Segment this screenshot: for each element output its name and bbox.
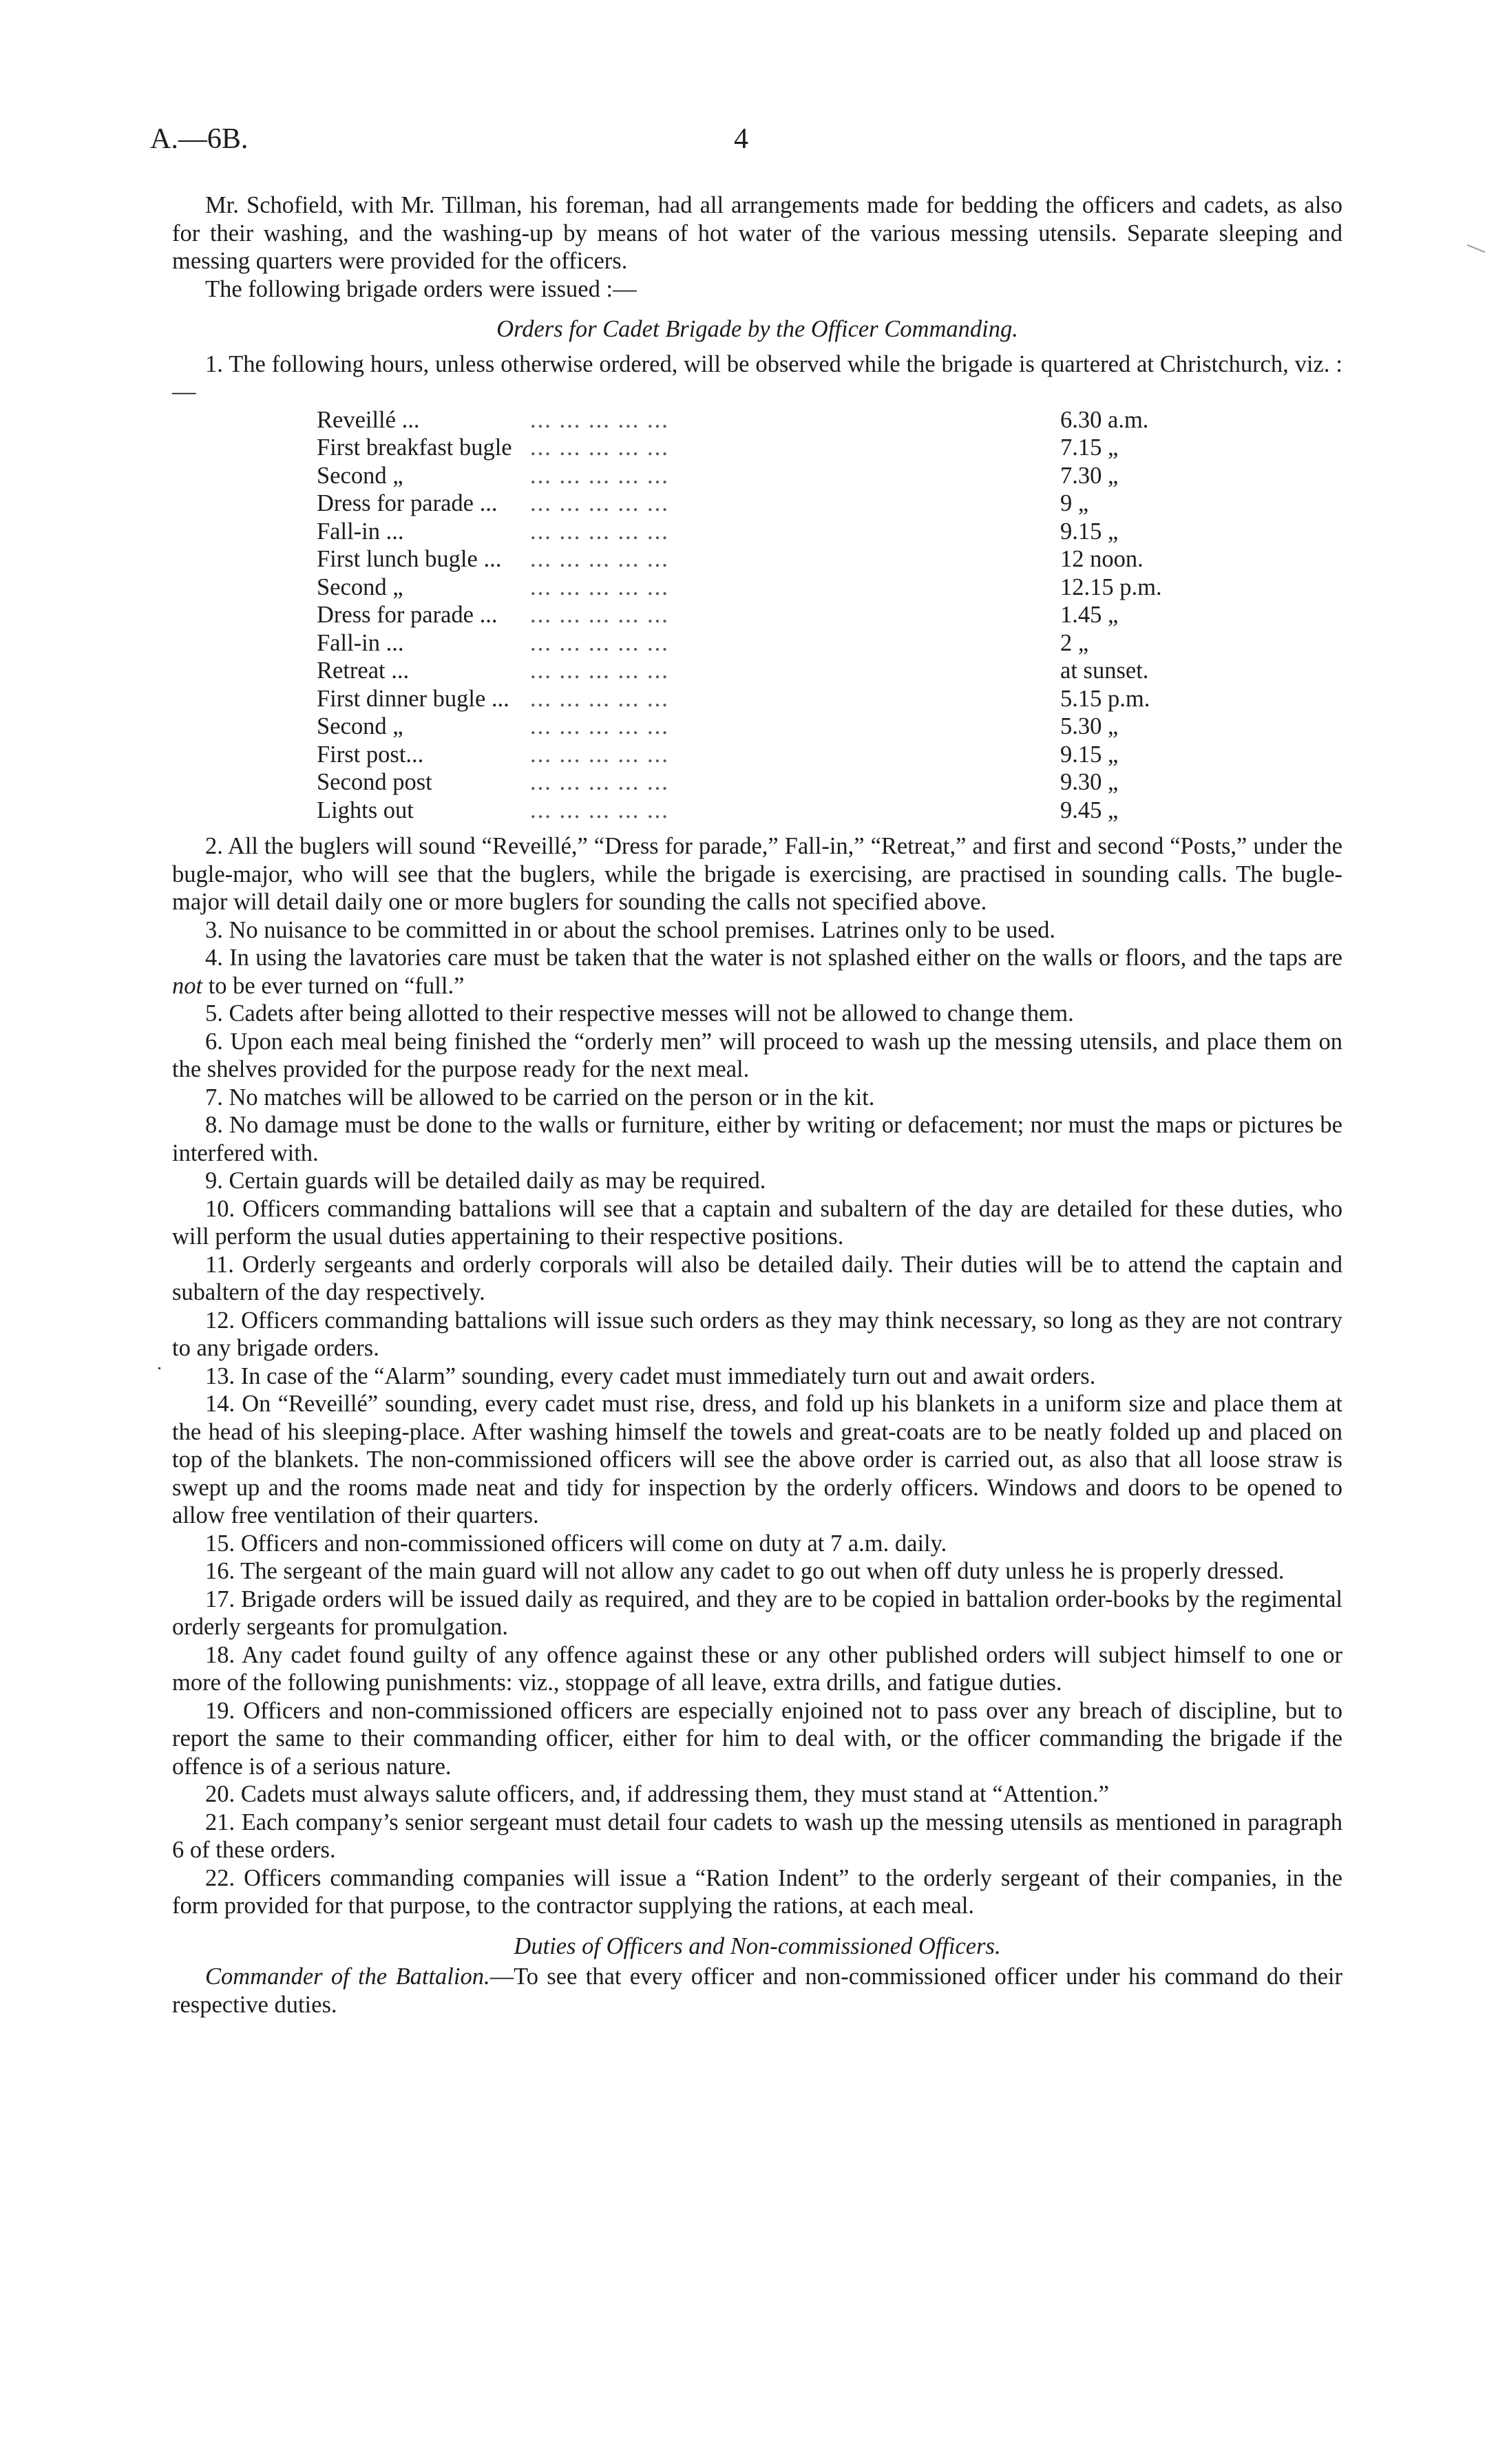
- schedule-time: 9.30 „: [1060, 769, 1119, 795]
- schedule-event: Fall-in ...: [317, 629, 404, 656]
- order-paragraph: 10. Officers commanding battalions will see that a captain and subaltern of the day are detailed for these duties, who will perform the usual duties appertaining to their respective positions.: [172, 1195, 1342, 1250]
- document-body: [172, 191, 1342, 2019]
- schedule-leader-dots: ... ... ... ... ...: [530, 657, 669, 684]
- intro-paragraph-1: Mr. Schofield, with Mr. Tillman, his foreman, had all arrangements made for bedding the officers and cadets, as also for their washing, and the washing-up by means of hot water of the various messing utensils. Separate sleeping and messing quarters were provided for the officers.: [172, 192, 1342, 274]
- orders-list: [172, 1000, 1342, 1920]
- commander-label: Commander of the Battalion.: [205, 1963, 490, 1990]
- order-4-text: 4. In using the lavatories care must be taken that the water is not splashed either on the walls or floors, and the taps are: [205, 945, 1342, 971]
- schedule-row: [317, 434, 1212, 462]
- schedule-leader-dots: ... ... ... ... ...: [530, 573, 669, 600]
- order-4: [172, 944, 1342, 1000]
- schedule-event: Second „: [317, 462, 403, 489]
- schedule-event: First breakfast bugle: [317, 434, 512, 461]
- schedule-leader-dots: ... ... ... ... ...: [530, 518, 669, 545]
- schedule-leader-dots: ... ... ... ... ...: [530, 769, 669, 795]
- schedule-leader-dots: ... ... ... ... ...: [530, 797, 669, 823]
- order-paragraph: 16. The sergeant of the main guard will not allow any cadet to go out when off duty unless he is properly dressed.: [205, 1558, 1285, 1584]
- schedule-time: at sunset.: [1060, 657, 1149, 684]
- margin-mark: [1467, 244, 1486, 253]
- schedule-row: [317, 489, 1212, 518]
- order-paragraph: 7. No matches will be allowed to be carried on the person or in the kit.: [205, 1084, 875, 1110]
- schedule-time: 5.15 p.m.: [1060, 685, 1150, 712]
- schedule-time: 9.45 „: [1060, 797, 1119, 823]
- schedule-time: 1.45 „: [1060, 602, 1119, 628]
- schedule-row: [317, 657, 1212, 685]
- schedule-leader-dots: ... ... ... ... ...: [530, 490, 669, 516]
- schedule-time: 7.15 „: [1060, 434, 1119, 461]
- schedule-time: 2 „: [1060, 629, 1089, 656]
- order-paragraph: 21. Each company’s senior sergeant must detail four cadets to wash up the messing utensils as mentioned in paragraph 6 of these orders.: [172, 1809, 1342, 1863]
- commander-text: —To see that every officer and non-commissioned officer under his command do their respective duties.: [172, 1963, 1342, 2018]
- schedule-time: 7.30 „: [1060, 462, 1119, 489]
- margin-mark: [158, 1367, 160, 1369]
- schedule-event: Dress for parade ...: [317, 490, 498, 516]
- schedule-leader-dots: ... ... ... ... ...: [530, 685, 669, 712]
- page-number: 4: [734, 123, 748, 155]
- schedule-row: [317, 573, 1212, 602]
- schedule-row: [317, 713, 1212, 741]
- schedule-leader-dots: ... ... ... ... ...: [530, 602, 669, 628]
- schedule-time: 12.15 p.m.: [1060, 573, 1162, 600]
- schedule-leader-dots: ... ... ... ... ...: [530, 629, 669, 656]
- order-paragraph: 12. Officers commanding battalions will issue such orders as they may think necessary, so long as they are not contrary to any brigade orders.: [172, 1307, 1342, 1361]
- document-reference: A.—6B.: [150, 123, 249, 155]
- schedule-event: First post...: [317, 741, 424, 768]
- schedule-row: [317, 741, 1212, 769]
- order-1: 1. The following hours, unless otherwise ordered, will be observed while the brigade is quartered at Christchurch, viz. :—: [172, 350, 1342, 405]
- orders-heading: Orders for Cadet Brigade by the Officer Commanding.: [496, 316, 1018, 342]
- order-paragraph: 19. Officers and non-commissioned officers are especially enjoined not to pass over any breach of discipline, but to report the same to their commanding officer, either for him to deal with, or the officer commanding the brigade if the offence is of a serious nature.: [172, 1697, 1342, 1780]
- schedule-time: 9 „: [1060, 490, 1089, 516]
- schedule-time: 6.30 a.m.: [1060, 406, 1149, 433]
- order-paragraph: 13. In case of the “Alarm” sounding, every cadet must immediately turn out and await orders.: [205, 1362, 1096, 1389]
- order-paragraph: 14. On “Reveillé” sounding, every cadet must rise, dress, and fold up his blankets in a uniform size and place them at the head of his sleeping-place. After washing himself the towels and great-coats are to be neatly folded up and placed on top of the blankets. The non-commissioned officers will see the above order is carried out, as also that all loose straw is swept up and the rooms made neat and tidy for inspection by the orderly officers. Windows and doors to be opened to allow free ventilation of their quarters.: [172, 1391, 1342, 1528]
- schedule-row: [317, 406, 1212, 434]
- commander-paragraph: [172, 1963, 1342, 2019]
- schedule-leader-dots: ... ... ... ... ...: [530, 434, 669, 461]
- schedule-event: Second „: [317, 713, 403, 739]
- schedule-event: First lunch bugle ...: [317, 546, 502, 572]
- order-paragraph: 15. Officers and non-commissioned officers will come on duty at 7 a.m. daily.: [205, 1530, 947, 1557]
- schedule-row: [317, 629, 1212, 657]
- schedule-time: 9.15 „: [1060, 518, 1119, 545]
- schedule-time: 9.15 „: [1060, 741, 1119, 768]
- order-paragraph: 18. Any cadet found guilty of any offence against these or any other published orders will subject himself to one or more of the following punishments: viz., stoppage of all leave, extra drills, and fatigue duties.: [172, 1641, 1342, 1696]
- schedule-event: Second „: [317, 573, 403, 600]
- order-paragraph: 8. No damage must be done to the walls or furniture, either by writing or defacement; nor must the maps or pictures be interfered with.: [172, 1112, 1342, 1166]
- schedule-row: [317, 462, 1212, 490]
- hours-schedule: [317, 406, 1212, 825]
- schedule-leader-dots: ... ... ... ... ...: [530, 406, 669, 433]
- order-paragraph: 11. Orderly sergeants and orderly corporals will also be detailed daily. Their duties will be to attend the captain and subaltern of the day respectively.: [172, 1251, 1342, 1305]
- schedule-event: Dress for parade ...: [317, 602, 498, 628]
- schedule-leader-dots: ... ... ... ... ...: [530, 741, 669, 768]
- intro-paragraph-2: The following brigade orders were issued :—: [205, 275, 637, 302]
- order-3: 3. No nuisance to be committed in or about the school premises. Latrines only to be used.: [205, 916, 1056, 943]
- schedule-event: First dinner bugle ...: [317, 685, 509, 712]
- order-paragraph: 6. Upon each meal being finished the “orderly men” will proceed to wash up the messing utensils, and place them on the shelves provided for the purpose ready for the next meal.: [172, 1028, 1342, 1082]
- schedule-row: [317, 797, 1212, 825]
- schedule-event: Lights out: [317, 797, 414, 823]
- order-paragraph: 22. Officers commanding companies will issue a “Ration Indent” to the orderly sergeant of their companies, in the form provided for that purpose, to the contractor supplying the rations, at each meal.: [172, 1864, 1342, 1919]
- schedule-row: [317, 518, 1212, 546]
- order-paragraph: 20. Cadets must always salute officers, and, if addressing them, they must stand at “Attention.”: [205, 1781, 1109, 1807]
- order-paragraph: 5. Cadets after being allotted to their respective messes will not be allowed to change them.: [205, 1000, 1074, 1026]
- schedule-time: 5.30 „: [1060, 713, 1119, 739]
- order-paragraph: 9. Certain guards will be detailed daily as may be required.: [205, 1168, 766, 1194]
- schedule-event: Second post: [317, 769, 432, 795]
- order-paragraph: 17. Brigade orders will be issued daily as required, and they are to be copied in battalion order-books by the regimental orderly sergeants for promulgation.: [172, 1586, 1342, 1640]
- schedule-row: [317, 768, 1212, 797]
- schedule-leader-dots: ... ... ... ... ...: [530, 546, 669, 572]
- order-4-text-end: to be ever turned on “full.”: [208, 972, 465, 999]
- schedule-row: [317, 601, 1212, 629]
- order-2: 2. All the buglers will sound “Reveillé,” “Dress for parade,” Fall-in,” “Retreat,” and first and second “Posts,” under the bugle-major, who will see that the buglers, while the brigade is exercising, are practised in sounding calls. The bugle-major will detail daily one or more buglers for sounding the calls not specified above.: [172, 833, 1342, 915]
- schedule-time: 12 noon.: [1060, 546, 1144, 572]
- schedule-leader-dots: ... ... ... ... ...: [530, 462, 669, 489]
- schedule-event: Retreat ...: [317, 657, 410, 684]
- schedule-event: Fall-in ...: [317, 518, 404, 545]
- schedule-row: [317, 545, 1212, 573]
- schedule-event: Reveillé ...: [317, 406, 420, 433]
- order-4-emphasis: not: [172, 972, 203, 999]
- duties-heading: Duties of Officers and Non-commissioned Officers.: [514, 1933, 1001, 1959]
- schedule-row: [317, 685, 1212, 713]
- schedule-leader-dots: ... ... ... ... ...: [530, 713, 669, 739]
